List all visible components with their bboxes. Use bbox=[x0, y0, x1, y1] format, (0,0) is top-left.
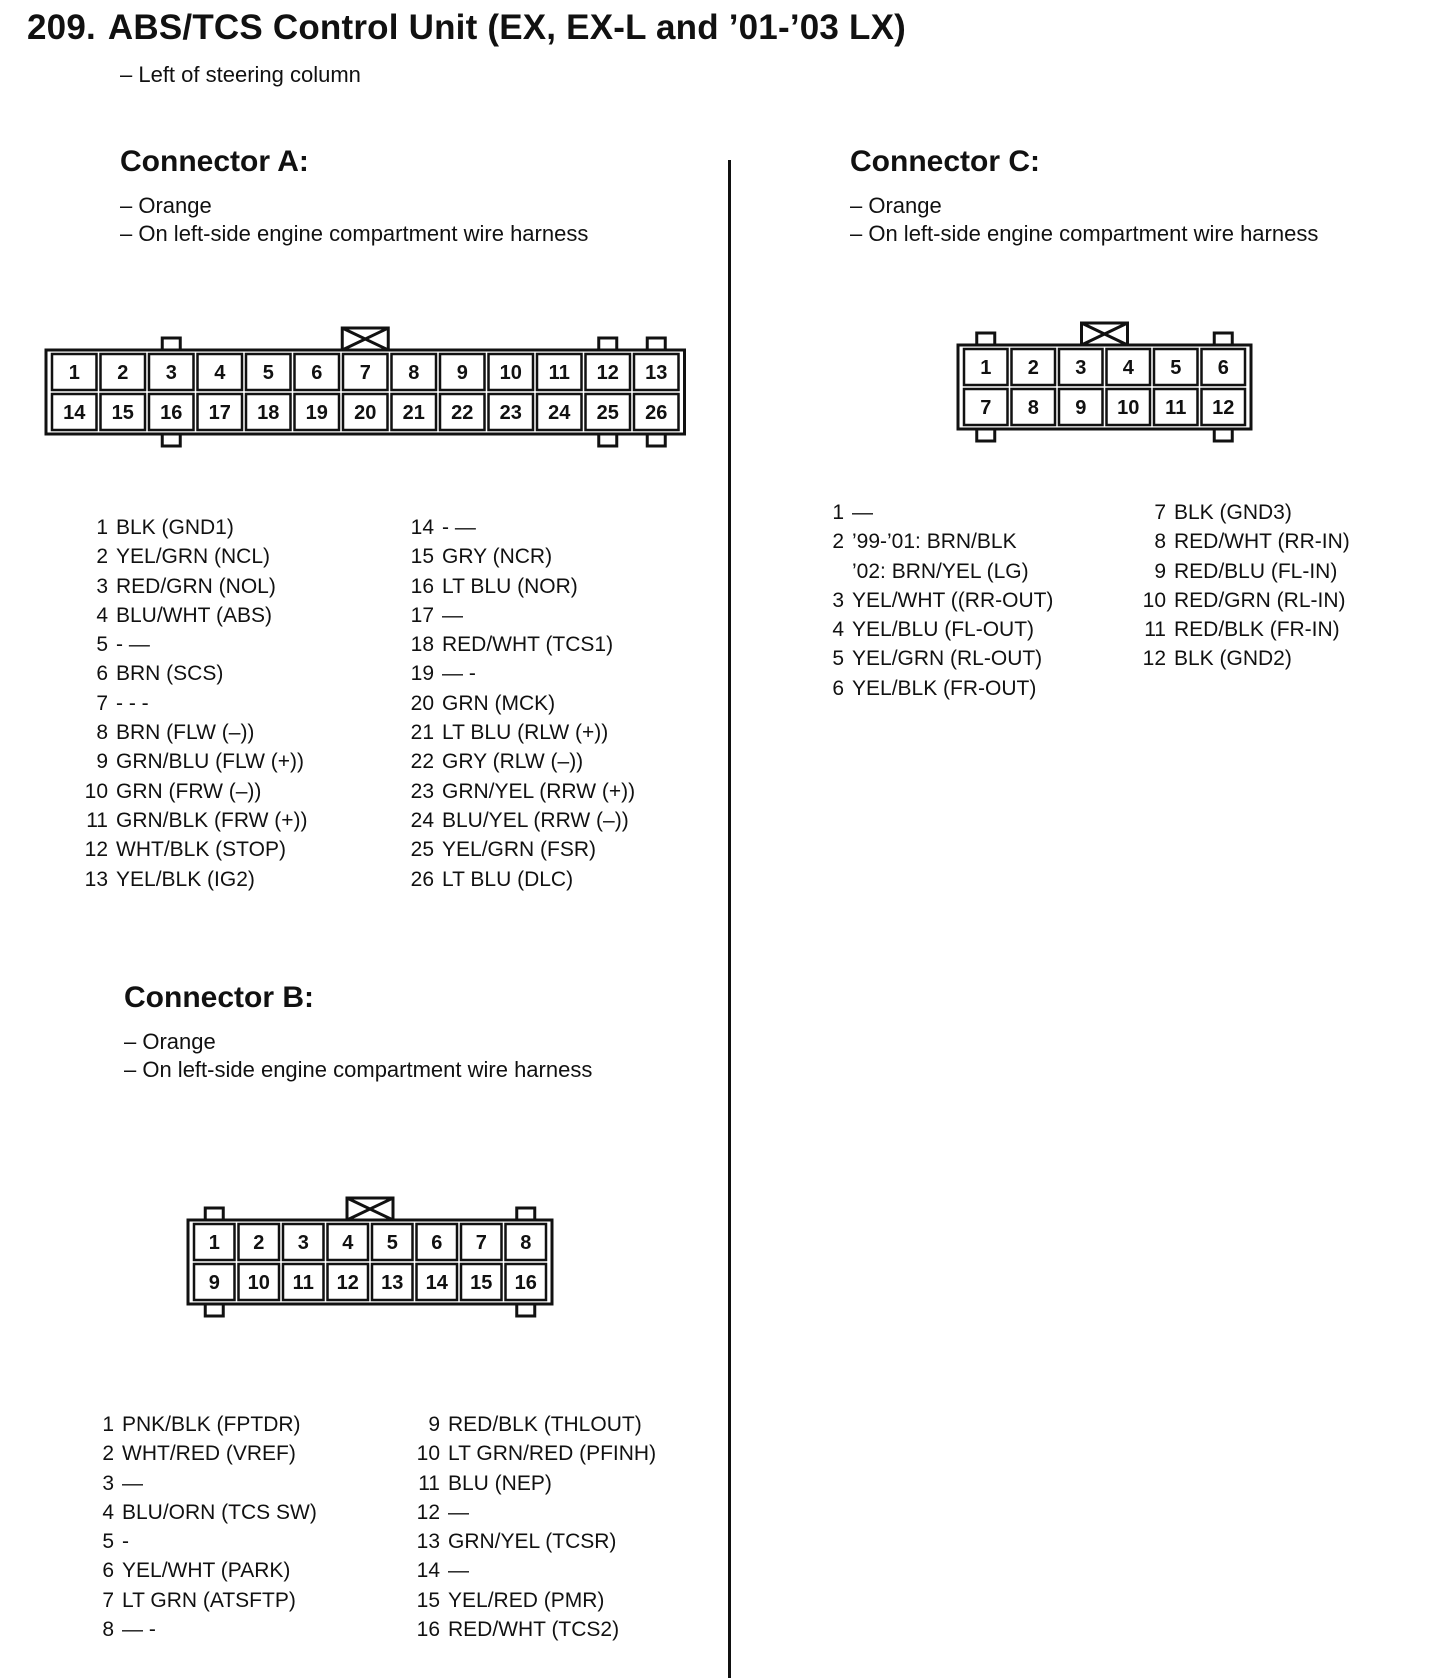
pin-entry bbox=[82, 835, 308, 864]
pin-number: 10 bbox=[84, 779, 108, 803]
pin-label: 14 bbox=[425, 1272, 448, 1294]
pin-number: 11 bbox=[1144, 618, 1166, 642]
pin-entry bbox=[408, 689, 635, 718]
pin-number: 13 bbox=[84, 867, 108, 891]
pin-entry bbox=[1140, 498, 1350, 527]
connector-c-heading: Connector C: bbox=[850, 145, 1040, 178]
pin-label: 17 bbox=[208, 402, 231, 424]
pin-entry bbox=[414, 1586, 656, 1615]
pin-entry bbox=[88, 1410, 317, 1439]
pin-label: 8 bbox=[408, 362, 420, 384]
pin-wire-description: — bbox=[448, 1559, 469, 1583]
pin-number: 6 bbox=[832, 676, 844, 700]
pin-number: 15 bbox=[410, 545, 434, 569]
pin-entry bbox=[82, 747, 308, 776]
pin-entry bbox=[818, 498, 1053, 527]
pin-number: 2 bbox=[96, 545, 108, 569]
pin-label: 7 bbox=[475, 1232, 487, 1254]
pin-label: 9 bbox=[1075, 397, 1087, 419]
pin-number: 24 bbox=[410, 808, 434, 832]
pin-wire-description: BLK (GND1) bbox=[116, 516, 234, 539]
pin-number: 1 bbox=[96, 516, 108, 539]
connector-a-notes bbox=[120, 192, 588, 248]
pin-entry bbox=[414, 1439, 656, 1468]
pin-entry bbox=[1140, 557, 1350, 586]
pin-wire-description: YEL/BLK (FR-OUT) bbox=[852, 676, 1037, 700]
pin-number: 4 bbox=[96, 603, 108, 627]
pin-entry bbox=[818, 527, 1053, 556]
pin-entry bbox=[408, 601, 635, 630]
pin-label: 3 bbox=[165, 362, 177, 384]
pin-wire-description: GRY (RLW (–)) bbox=[442, 750, 584, 774]
pin-label: 6 bbox=[1217, 357, 1229, 379]
pin-number: 4 bbox=[102, 1500, 114, 1524]
pin-wire-description: PNK/BLK (FPTDR) bbox=[122, 1413, 301, 1436]
section-number: 209. bbox=[27, 8, 96, 47]
pin-entry bbox=[82, 689, 308, 718]
pin-number: 19 bbox=[410, 662, 434, 686]
connector-latch-tab bbox=[517, 1304, 535, 1316]
pin-number: 14 bbox=[416, 1559, 440, 1583]
pin-wire-description: GRN (FRW (–)) bbox=[116, 779, 262, 803]
pin-number: 5 bbox=[96, 633, 108, 657]
pin-number: 23 bbox=[410, 779, 434, 803]
pin-number: 10 bbox=[416, 1442, 440, 1466]
pin-label: 21 bbox=[402, 402, 425, 424]
pin-wire-description: GRN (MCK) bbox=[442, 691, 556, 715]
pin-number: 8 bbox=[1154, 530, 1166, 554]
pin-label: 1 bbox=[980, 357, 992, 379]
pin-number: 16 bbox=[416, 1618, 440, 1642]
connector-housing bbox=[958, 345, 1251, 429]
pin-entry bbox=[408, 718, 635, 747]
pin-wire-description: — bbox=[442, 603, 463, 627]
column-divider bbox=[728, 160, 731, 1678]
pin-wire-description: RED/BLK (THLOUT) bbox=[448, 1413, 642, 1436]
connector-latch-tab bbox=[162, 434, 180, 446]
pin-entry bbox=[82, 865, 308, 894]
pin-wire-description: BLU/YEL (RRW (–)) bbox=[442, 808, 629, 832]
pin-number: 2 bbox=[102, 1442, 114, 1466]
pin-number: 3 bbox=[102, 1471, 114, 1495]
pin-entry bbox=[88, 1469, 317, 1498]
pin-number: 17 bbox=[410, 603, 434, 627]
pin-entry bbox=[1140, 527, 1350, 556]
pin-number: 5 bbox=[832, 647, 844, 671]
pin-wire-description: LT BLU (RLW (+)) bbox=[442, 721, 609, 745]
pin-wire-description: BLU/ORN (TCS SW) bbox=[122, 1500, 317, 1524]
pin-label: 4 bbox=[1122, 357, 1134, 379]
pin-label: 3 bbox=[1075, 357, 1087, 379]
pin-number: 15 bbox=[416, 1588, 440, 1612]
pin-entry bbox=[408, 865, 635, 894]
connector-latch-tab bbox=[162, 338, 180, 350]
pin-wire-description: YEL/GRN (RL-OUT) bbox=[852, 647, 1043, 671]
connector-a-diagram bbox=[40, 320, 690, 445]
pin-label: 5 bbox=[386, 1232, 398, 1254]
pin-number: 7 bbox=[102, 1588, 114, 1612]
pin-number: 5 bbox=[102, 1530, 114, 1554]
pin-wire-description: BLU/WHT (ABS) bbox=[116, 603, 272, 627]
pin-label: 11 bbox=[292, 1272, 314, 1294]
pin-label: 10 bbox=[247, 1272, 270, 1294]
pin-label: 8 bbox=[520, 1232, 532, 1254]
pin-entry bbox=[408, 630, 635, 659]
connector-c-pin-list-left bbox=[818, 498, 1053, 703]
connector-c-diagram bbox=[952, 315, 1282, 465]
connector-c-notes bbox=[850, 192, 1318, 248]
pin-label: 4 bbox=[342, 1232, 354, 1254]
pin-entry bbox=[414, 1410, 656, 1439]
connector-latch-tab bbox=[977, 333, 995, 345]
connector-a-heading: Connector A: bbox=[120, 145, 309, 178]
pin-entry bbox=[82, 601, 308, 630]
connector-a-location: – On left-side engine compartment wire harness bbox=[120, 221, 589, 246]
pin-wire-description: RED/BLU (FL-IN) bbox=[1174, 559, 1338, 583]
pin-entry bbox=[408, 777, 635, 806]
pin-entry bbox=[88, 1527, 317, 1556]
pin-label: 2 bbox=[117, 362, 129, 384]
pin-number: 16 bbox=[410, 574, 434, 598]
connector-b-diagram bbox=[182, 1190, 582, 1330]
pin-entry bbox=[82, 542, 308, 571]
pin-number: 1 bbox=[832, 501, 844, 524]
pin-wire-description: YEL/BLK (IG2) bbox=[116, 867, 255, 891]
pin-number: 26 bbox=[410, 867, 434, 891]
pin-wire-description: - — bbox=[442, 516, 476, 539]
pin-label: 19 bbox=[305, 402, 328, 424]
pin-wire-description: — bbox=[122, 1471, 143, 1495]
pin-wire-description: GRY (NCR) bbox=[442, 545, 553, 569]
pin-number: 3 bbox=[832, 588, 844, 612]
pin-label: 12 bbox=[596, 362, 619, 384]
pin-label: 20 bbox=[354, 402, 377, 424]
pin-number: 12 bbox=[1142, 647, 1166, 671]
connector-latch-tab bbox=[647, 434, 665, 446]
pin-entry bbox=[818, 674, 1053, 703]
connector-housing bbox=[188, 1220, 552, 1304]
pin-label: 7 bbox=[359, 362, 371, 384]
pin-entry bbox=[408, 572, 635, 601]
pin-label: 25 bbox=[596, 402, 619, 424]
pin-label: 12 bbox=[336, 1272, 359, 1294]
pin-label: 9 bbox=[456, 362, 468, 384]
pin-wire-description: RED/GRN (RL-IN) bbox=[1174, 588, 1346, 612]
pin-wire-description: GRN/YEL (TCSR) bbox=[448, 1530, 617, 1554]
pin-entry bbox=[88, 1439, 317, 1468]
pin-entry bbox=[82, 630, 308, 659]
pin-number: 25 bbox=[410, 838, 434, 862]
pin-wire-description: — - bbox=[122, 1618, 156, 1642]
pin-wire-description: YEL/GRN (FSR) bbox=[442, 838, 597, 862]
connector-latch-tab bbox=[599, 338, 617, 350]
pin-label: 10 bbox=[1117, 397, 1140, 419]
pin-wire-description: RED/GRN (NOL) bbox=[116, 574, 276, 598]
pin-number: 12 bbox=[84, 838, 108, 862]
unit-location: – Left of steering column bbox=[120, 62, 361, 87]
pin-entry bbox=[82, 659, 308, 688]
pin-entry bbox=[82, 777, 308, 806]
pin-number: 22 bbox=[410, 750, 434, 774]
pin-entry bbox=[414, 1527, 656, 1556]
pin-wire-description: GRN/BLK (FRW (+)) bbox=[116, 808, 308, 832]
connector-latch-tab bbox=[517, 1208, 535, 1220]
pin-wire-description: BLK (GND2) bbox=[1174, 647, 1292, 671]
pin-entry bbox=[414, 1556, 656, 1585]
pin-wire-description: GRN/BLU (FLW (+)) bbox=[116, 750, 305, 774]
pin-wire-description: BRN (SCS) bbox=[116, 662, 224, 686]
pin-wire-description: LT BLU (NOR) bbox=[442, 574, 578, 598]
pin-wire-description: GRN/YEL (RRW (+)) bbox=[442, 779, 636, 803]
pin-label: 6 bbox=[311, 362, 323, 384]
pin-number: 9 bbox=[428, 1413, 440, 1436]
pin-label: 9 bbox=[208, 1272, 220, 1294]
pin-label: 15 bbox=[470, 1272, 493, 1294]
connector-latch-tab bbox=[1214, 429, 1232, 441]
connector-a-pin-list-right bbox=[408, 513, 635, 894]
pin-number: 3 bbox=[96, 574, 108, 598]
pin-label: 24 bbox=[548, 402, 571, 424]
pin-wire-description: YEL/WHT (PARK) bbox=[122, 1559, 291, 1583]
pin-entry bbox=[408, 806, 635, 835]
pin-wire-description: ’99-’01: BRN/BLK bbox=[852, 530, 1017, 554]
pin-wire-description: - — bbox=[116, 633, 150, 657]
pin-label: 16 bbox=[514, 1272, 537, 1294]
pin-number: 14 bbox=[410, 516, 434, 539]
pin-wire-description: LT BLU (DLC) bbox=[442, 867, 574, 891]
pin-wire-description: RED/WHT (TCS1) bbox=[442, 633, 614, 657]
pin-number bbox=[818, 557, 844, 586]
page-title bbox=[27, 8, 906, 48]
pin-number: 4 bbox=[832, 618, 844, 642]
connector-b-heading: Connector B: bbox=[124, 981, 314, 1014]
connector-c-location: – On left-side engine compartment wire harness bbox=[850, 221, 1319, 246]
pin-label: 1 bbox=[68, 362, 80, 384]
pin-entry bbox=[408, 747, 635, 776]
connector-latch-tab bbox=[205, 1208, 223, 1220]
pin-entry bbox=[82, 572, 308, 601]
pin-number: 21 bbox=[410, 721, 434, 745]
pin-label: 13 bbox=[381, 1272, 404, 1294]
pin-label: 18 bbox=[257, 402, 280, 424]
pin-entry bbox=[82, 806, 308, 835]
pin-entry bbox=[408, 659, 635, 688]
pin-label: 2 bbox=[253, 1232, 265, 1254]
connector-c-pin-list-right bbox=[1140, 498, 1350, 674]
connector-latch-tab bbox=[1214, 333, 1232, 345]
connector-latch-tab bbox=[647, 338, 665, 350]
pin-number: 9 bbox=[96, 750, 108, 774]
pin-wire-description: YEL/BLU (FL-OUT) bbox=[852, 618, 1035, 642]
pin-entry bbox=[414, 1469, 656, 1498]
pin-number: 12 bbox=[416, 1500, 440, 1524]
pin-label: 23 bbox=[499, 402, 522, 424]
pin-entry bbox=[1140, 644, 1350, 673]
pin-entry bbox=[88, 1586, 317, 1615]
pin-entry bbox=[818, 644, 1053, 673]
pin-wire-description: BLU (NEP) bbox=[448, 1471, 552, 1495]
pin-label: 5 bbox=[262, 362, 274, 384]
pin-wire-description: RED/WHT (RR-IN) bbox=[1174, 530, 1350, 554]
pin-number: 10 bbox=[1142, 588, 1166, 612]
pin-number: 1 bbox=[102, 1413, 114, 1436]
pin-wire-description: WHT/RED (VREF) bbox=[122, 1442, 296, 1466]
pin-wire-description: - bbox=[122, 1530, 129, 1554]
pin-number: 7 bbox=[1154, 501, 1166, 524]
pin-label: 16 bbox=[160, 402, 183, 424]
pin-wire-description: RED/WHT (TCS2) bbox=[448, 1618, 620, 1642]
connector-b-location: – On left-side engine compartment wire harness bbox=[124, 1057, 593, 1082]
pin-number: 6 bbox=[102, 1559, 114, 1583]
pin-label: 1 bbox=[208, 1232, 220, 1254]
pin-entry bbox=[88, 1615, 317, 1644]
pin-label: 15 bbox=[111, 402, 134, 424]
pin-number: 7 bbox=[96, 691, 108, 715]
pin-wire-description: LT GRN (ATSFTP) bbox=[122, 1588, 296, 1612]
connector-latch-tab bbox=[599, 434, 617, 446]
pin-number: 20 bbox=[410, 691, 434, 715]
pin-label: 14 bbox=[63, 402, 86, 424]
pin-entry bbox=[88, 1556, 317, 1585]
pin-entry bbox=[408, 542, 635, 571]
pin-number: 18 bbox=[410, 633, 434, 657]
pin-wire-description: YEL/GRN (NCL) bbox=[116, 545, 271, 569]
pin-wire-description: - - - bbox=[116, 691, 149, 715]
pin-label: 5 bbox=[1170, 357, 1182, 379]
pin-wire-description: WHT/BLK (STOP) bbox=[116, 838, 286, 862]
pin-entry bbox=[818, 586, 1053, 615]
section-title: ABS/TCS Control Unit (EX, EX-L and ’01-’03 LX) bbox=[107, 8, 906, 47]
pin-number: 11 bbox=[86, 808, 108, 832]
pin-wire-description: BRN (FLW (–)) bbox=[116, 721, 255, 745]
pin-number: 8 bbox=[102, 1618, 114, 1642]
pin-wire-description: — bbox=[448, 1500, 469, 1524]
connector-a-color: – Orange bbox=[120, 193, 212, 218]
connector-b-color: – Orange bbox=[124, 1029, 216, 1054]
connector-latch-tab bbox=[977, 429, 995, 441]
pin-entry bbox=[414, 1615, 656, 1644]
pin-entry bbox=[88, 1498, 317, 1527]
pin-label: 10 bbox=[499, 362, 522, 384]
pin-entry bbox=[414, 1498, 656, 1527]
pin-wire-description: ’02: BRN/YEL (LG) bbox=[852, 559, 1029, 583]
connector-a-pin-list-left bbox=[82, 513, 308, 894]
pin-label: 2 bbox=[1027, 357, 1039, 379]
pin-number: 9 bbox=[1154, 559, 1166, 583]
pin-wire-description: YEL/WHT ((RR-OUT) bbox=[852, 588, 1054, 612]
connector-b-pin-list-right bbox=[414, 1410, 656, 1644]
pin-number: 8 bbox=[96, 721, 108, 745]
pin-label: 3 bbox=[297, 1232, 309, 1254]
pin-label: 22 bbox=[451, 402, 474, 424]
pin-label: 26 bbox=[645, 402, 668, 424]
pin-entry bbox=[818, 557, 1053, 586]
pin-wire-description: BLK (GND3) bbox=[1174, 501, 1292, 524]
connector-b-pin-list-left bbox=[88, 1410, 317, 1644]
pin-label: 6 bbox=[431, 1232, 443, 1254]
pin-entry bbox=[82, 513, 308, 542]
pin-entry bbox=[818, 615, 1053, 644]
pin-label: 12 bbox=[1212, 397, 1235, 419]
pin-entry bbox=[408, 513, 635, 542]
pin-wire-description: — bbox=[852, 501, 873, 524]
pin-number: 2 bbox=[832, 530, 844, 554]
pin-wire-description: YEL/RED (PMR) bbox=[448, 1588, 605, 1612]
pin-number: 13 bbox=[416, 1530, 440, 1554]
pin-wire-description: LT GRN/RED (PFINH) bbox=[448, 1442, 657, 1466]
connector-latch-tab bbox=[205, 1304, 223, 1316]
pin-number: 11 bbox=[418, 1471, 440, 1495]
pin-label: 4 bbox=[214, 362, 226, 384]
connector-c-color: – Orange bbox=[850, 193, 942, 218]
pin-label: 8 bbox=[1027, 397, 1039, 419]
pin-label: 13 bbox=[645, 362, 668, 384]
pin-label: 7 bbox=[980, 397, 992, 419]
pin-wire-description: RED/BLK (FR-IN) bbox=[1174, 618, 1340, 642]
pin-label: 11 bbox=[1165, 397, 1187, 419]
pin-entry bbox=[1140, 615, 1350, 644]
pin-entry bbox=[408, 835, 635, 864]
pin-entry bbox=[1140, 586, 1350, 615]
pin-number: 6 bbox=[96, 662, 108, 686]
pin-label: 11 bbox=[548, 362, 570, 384]
connector-b-notes bbox=[124, 1028, 592, 1084]
pin-entry bbox=[82, 718, 308, 747]
pin-wire-description: — - bbox=[442, 662, 476, 686]
